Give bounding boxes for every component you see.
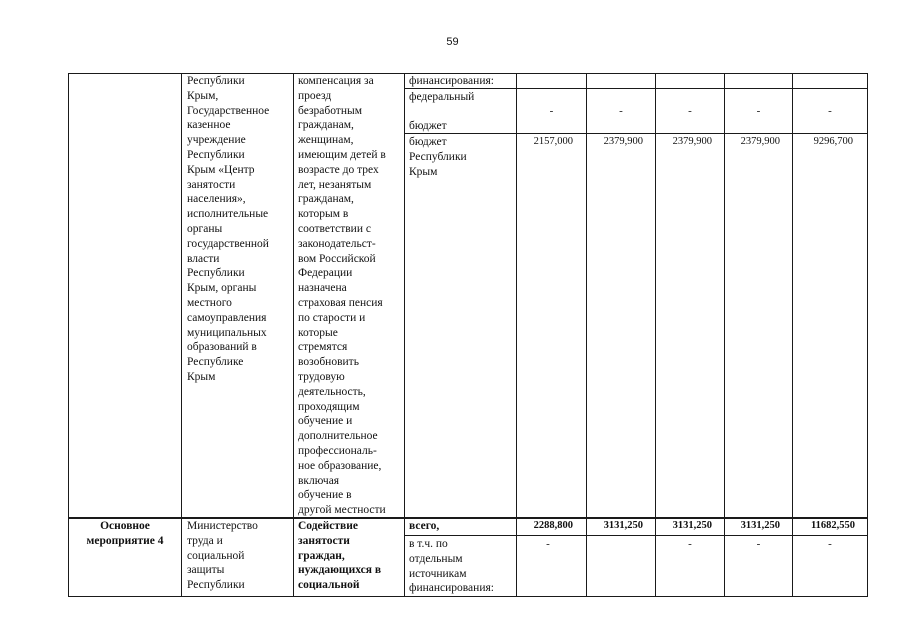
source-cell: бюджет [409, 120, 447, 132]
row-divider [404, 535, 868, 536]
source-cell: федеральный [409, 91, 475, 103]
activity-name-cell: Основное мероприятие 4 [86, 520, 164, 547]
value-cell: 11682,550 [810, 520, 855, 531]
value-cell: - [549, 105, 554, 117]
description-cell: компенсация за проезд безработным гражданам, женщинам, имеющим детей в возрасте до трех лет, незанятым гражданам, которым в соответствии с законодательст- вом Российской Федерации назначена страховая пенсия по старости и которые стремятся возобновить трудовую деятельность, проходящим обучение и дополнительное профессиональ- ное образование, включая обучение в другой местности [298, 75, 386, 517]
value-cell: 9296,700 [813, 136, 853, 147]
value-cell: 2379,900 [672, 136, 712, 147]
value-cell: 2288,800 [533, 520, 573, 531]
value-cell: 2379,900 [740, 136, 780, 147]
value-cell: 2379,900 [603, 136, 643, 147]
column-divider [181, 73, 182, 597]
description-cell: Содействие занятости граждан, нуждающихся в социальной [298, 520, 382, 592]
value-cell: - [756, 538, 761, 550]
value-cell: - [828, 538, 832, 550]
value-cell: - [756, 105, 761, 117]
value-cell: 3131,250 [672, 520, 712, 531]
source-cell: всего, [409, 520, 440, 532]
source-cell: бюджет Республики Крым [409, 136, 467, 178]
value-cell: - [828, 105, 832, 117]
source-cell: финансирования: [409, 75, 494, 87]
value-cell: - [546, 538, 550, 550]
page-number: 59 [446, 36, 459, 48]
value-cell: - [688, 538, 692, 550]
value-cell: 3131,250 [740, 520, 780, 531]
executor-cell: Министерство труда и социальной защиты Республики [187, 520, 258, 592]
column-divider [293, 73, 294, 597]
value-cell: 2157,000 [533, 136, 573, 147]
value-cell: - [688, 105, 692, 117]
executor-cell: Республики Крым, Государственное казенное учреждение Республики Крым «Центр занятости населения», исполнительные органы государственной власти Республики Крым, органы местного самоуправления муниципальных образований в Республике Крым [187, 75, 270, 383]
value-cell: - [619, 105, 623, 117]
value-cell: 3131,250 [603, 520, 643, 531]
source-cell: в т.ч. по отдельным источникам финансирования: [409, 538, 494, 595]
column-divider [404, 73, 405, 597]
column-divider [867, 73, 868, 597]
